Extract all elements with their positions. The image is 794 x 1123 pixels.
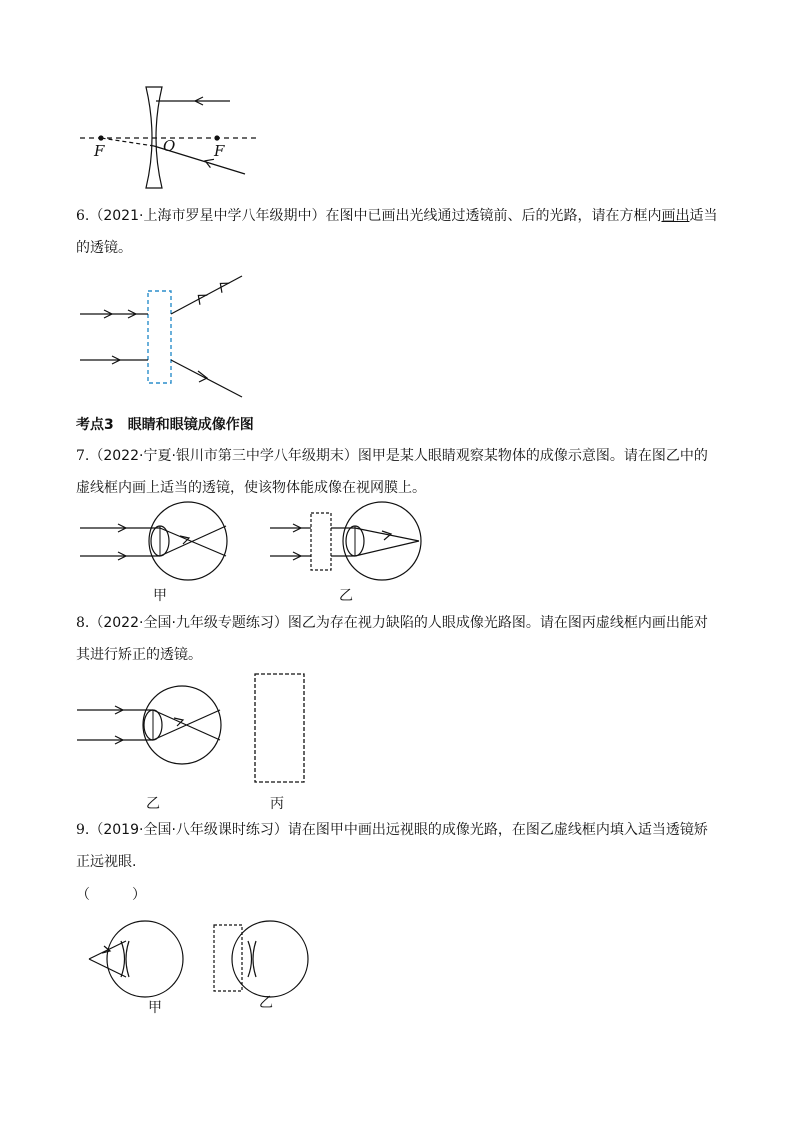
question-text-end: 适当的透镜。 xyxy=(76,208,718,256)
eyeball-q8 xyxy=(143,686,221,764)
dashed-extension xyxy=(101,138,154,146)
question-9 xyxy=(76,814,718,878)
question-text: 图甲是某人眼睛观察某物体的成像示意图。请在图乙中的虚线框内画上适当的透镜，使该物体能成像在视网膜上。 xyxy=(76,448,708,496)
label-yi-q9: 乙 xyxy=(259,995,273,1011)
question-text: 图乙为存在视力缺陷的人眼成像光路图。请在图丙虚线框内画出能对其进行矫正的透镜。 xyxy=(76,615,708,663)
question-number: 9. xyxy=(76,822,90,838)
dashed-box-q7 xyxy=(311,513,331,570)
answer-blank[interactable]: （ ） xyxy=(76,887,146,903)
question-number: 7. xyxy=(76,448,90,464)
question-number: 8. xyxy=(76,615,90,631)
question-source: （2022·宁夏·银川市第三中学八年级期末） xyxy=(89,448,358,464)
label-jia-q9: 甲 xyxy=(148,1000,162,1016)
question-source: （2021·上海市罗星中学八年级期中） xyxy=(89,208,326,224)
focus-label-left: F xyxy=(94,142,105,160)
focus-label-right: F xyxy=(214,142,225,160)
focus-point-right xyxy=(214,135,219,140)
question-number: 6. xyxy=(76,208,90,224)
underlined-text: 画出 xyxy=(661,208,690,224)
concave-lens-figure xyxy=(0,0,794,200)
optical-center-label: O xyxy=(163,137,176,155)
dashed-box xyxy=(148,291,171,383)
question-source: （2019·全国·八年级课时练习） xyxy=(89,822,288,838)
focus-point-left xyxy=(98,135,103,140)
label-bing-q8: 丙 xyxy=(270,796,284,812)
eye-figures-q7 xyxy=(0,500,794,585)
section-heading: 考点3 眼睛和眼镜成像作图 xyxy=(76,417,254,433)
label-yi-q8: 乙 xyxy=(146,796,160,812)
eyeball-q9-b xyxy=(232,921,308,997)
label-jia-q7: 甲 xyxy=(153,588,167,604)
eye-figures-q9 xyxy=(0,915,794,1005)
label-yi-q7: 乙 xyxy=(339,588,353,604)
question-text: 请在图甲中画出远视眼的成像光路，在图乙虚线框内填入适当透镜矫正远视眼. xyxy=(76,822,708,870)
question-text: 在图中已画出光线通过透镜前、后的光路，请在方框内 xyxy=(325,208,662,224)
question-8 xyxy=(76,607,718,671)
eye-figures-q8 xyxy=(0,665,794,790)
eyeball-q9-a xyxy=(107,921,183,997)
question-7 xyxy=(76,440,718,504)
dashed-box-q9 xyxy=(214,925,242,991)
eyeball-a xyxy=(149,502,227,580)
question-6 xyxy=(76,200,718,264)
dashed-box-q8 xyxy=(255,674,304,782)
lens-box-figure xyxy=(0,265,794,400)
question-source: （2022·全国·九年级专题练习） xyxy=(89,615,288,631)
